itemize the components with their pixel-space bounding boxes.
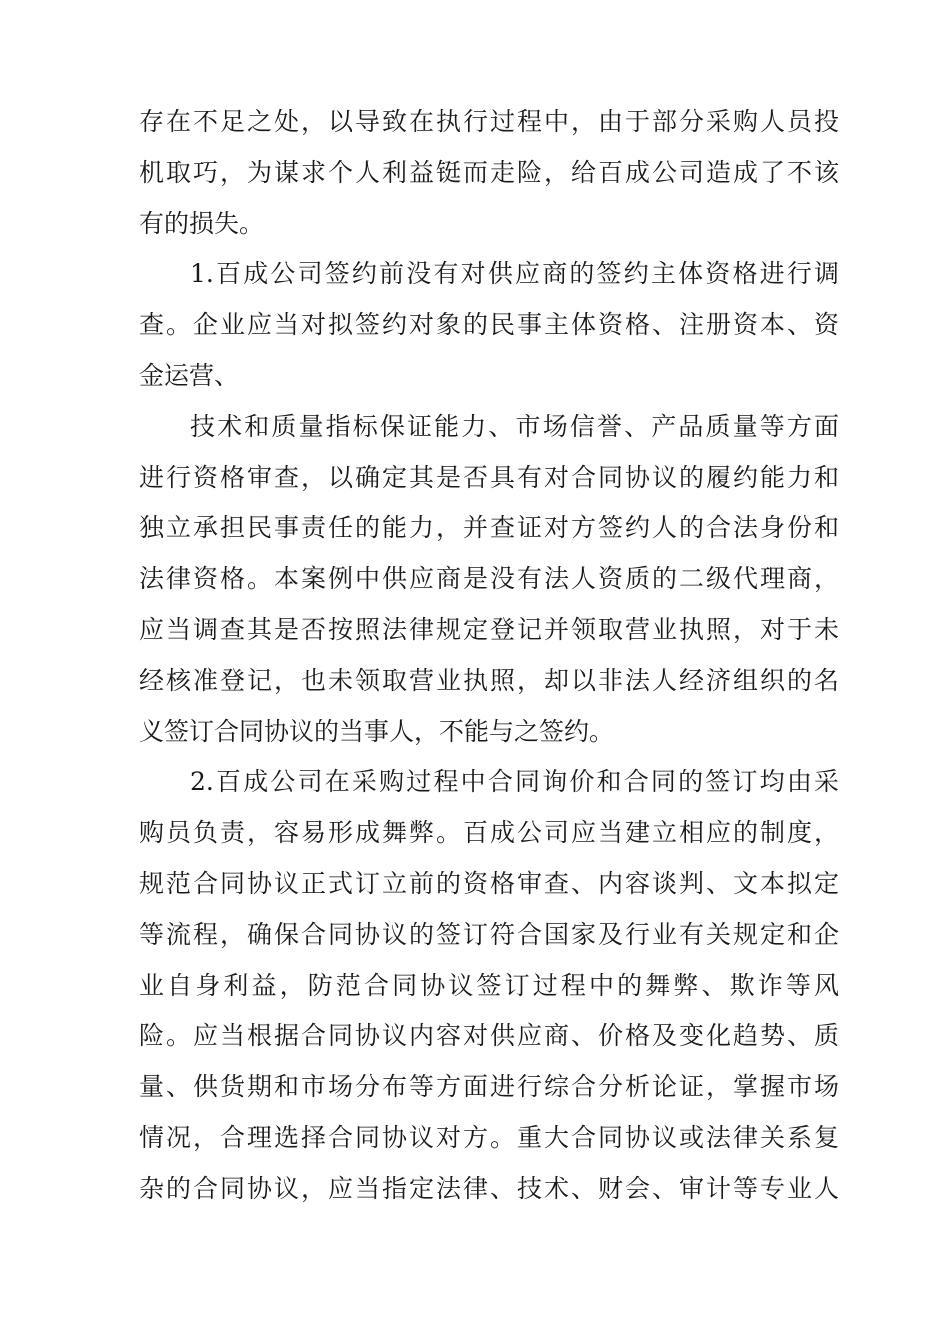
text-line: 金运营、 bbox=[139, 360, 240, 390]
text-line: 机取巧，为谋求个人利益铤而走险，给百成公司造成了不该 bbox=[139, 157, 839, 187]
text-line: 独立承担民事责任的能力，并查证对方签约人的合法身份和 bbox=[139, 513, 839, 543]
text-line: 技术和质量指标保证能力、市场信誉、产品质量等方面 bbox=[190, 411, 839, 441]
text-line: 查。企业应当对拟签约对象的民事主体资格、注册资本、资 bbox=[139, 310, 839, 340]
text-line: 购员负责，容易形成舞弊。百成公司应当建立相应的制度， bbox=[139, 818, 839, 848]
text-line: 进行资格审查，以确定其是否具有对合同协议的履约能力和 bbox=[139, 462, 839, 492]
text-line: 规范合同协议正式订立前的资格审查、内容谈判、文本拟定 bbox=[139, 868, 839, 898]
text-line: 情况，合理选择合同协议对方。重大合同协议或法律关系复 bbox=[139, 1122, 839, 1152]
body-text bbox=[139, 97, 839, 1215]
text-line: 险。应当根据合同协议内容对供应商、价格及变化趋势、质 bbox=[139, 1021, 839, 1051]
text-line: 等流程，确保合同协议的签订符合国家及行业有关规定和企 bbox=[139, 919, 839, 949]
text-line: 量、供货期和市场分布等方面进行综合分析论证，掌握市场 bbox=[139, 1072, 839, 1102]
text-line: 2.百成公司在采购过程中合同询价和合同的签订均由采 bbox=[190, 767, 839, 797]
text-line: 1.百成公司签约前没有对供应商的签约主体资格进行调 bbox=[190, 259, 839, 289]
text-line: 有的损失。 bbox=[139, 208, 265, 238]
text-line: 法律资格。本案例中供应商是没有法人资质的二级代理商， bbox=[139, 564, 839, 594]
text-line: 义签订合同协议的当事人，不能与之签约。 bbox=[139, 716, 615, 746]
text-line: 业自身利益，防范合同协议签订过程中的舞弊、欺诈等风 bbox=[139, 970, 839, 1000]
text-line: 应当调查其是否按照法律规定登记并领取营业执照，对于未 bbox=[139, 614, 839, 644]
text-line: 存在不足之处，以导致在执行过程中，由于部分采购人员投 bbox=[139, 107, 839, 136]
text-line: 杂的合同协议，应当指定法律、技术、财会、审计等专业人 bbox=[139, 1173, 839, 1203]
text-line: 经核准登记，也未领取营业执照，却以非法人经济组织的名 bbox=[139, 665, 839, 695]
